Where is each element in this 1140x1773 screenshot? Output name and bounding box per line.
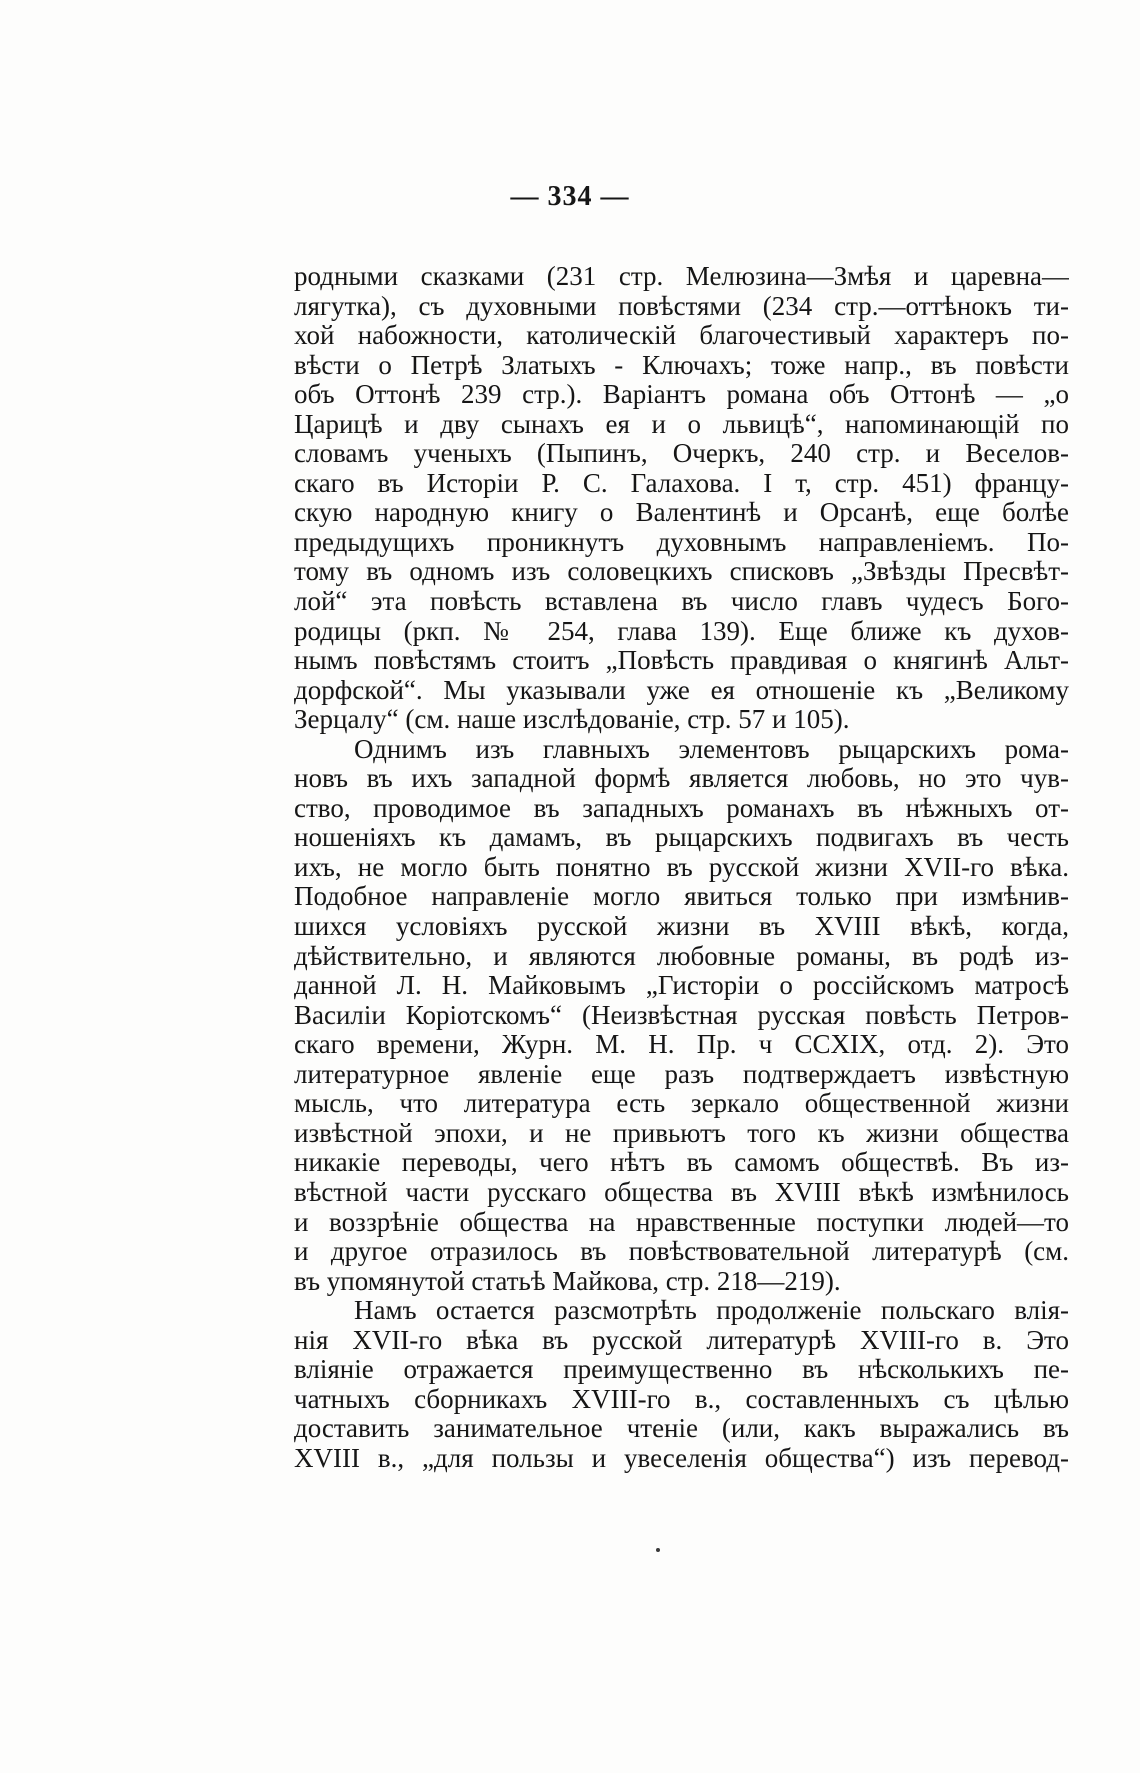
text-line: мысль, что литература есть зеркало общественной жизни: [294, 1089, 1069, 1119]
text-line: ихъ, не могло быть понятно въ русской жизни XVII-го вѣка.: [294, 852, 1069, 882]
text-line: словамъ ученыхъ (Пыпинъ, Очеркъ, 240 стр. и Веселов-: [294, 439, 1069, 469]
text-line: новъ въ ихъ западной формѣ является любовь, но это чув-: [294, 764, 1069, 794]
text-line: дорфской“. Мы указывали уже ея отношеніе къ „Великому: [294, 675, 1069, 705]
text-line: доставить занимательное чтеніе (или, какъ выражались въ: [294, 1414, 1069, 1444]
paragraph-2: [294, 735, 1069, 1296]
text-line: дѣйствительно, и являются любовные романы, въ родѣ из-: [294, 941, 1069, 971]
text-line: данной Л. Н. Майковымъ „Гисторіи о россійскомъ матросѣ: [294, 971, 1069, 1001]
body-text: [294, 262, 1069, 1473]
text-line: ство, проводимое въ западныхъ романахъ въ нѣжныхъ от-: [294, 793, 1069, 823]
text-line: предыдущихъ проникнутъ духовнымъ направленіемъ. По-: [294, 527, 1069, 557]
paragraph-3: [294, 1296, 1069, 1473]
text-line: нымъ повѣстямъ стоитъ „Повѣсть правдивая о княгинѣ Альт-: [294, 646, 1069, 676]
page-number: — 334 —: [510, 181, 630, 212]
text-line: вѣсти о Петрѣ Златыхъ - Ключахъ; тоже напр., въ повѣсти: [294, 350, 1069, 380]
text-line: и другое отразилось въ повѣствовательной литературѣ (см.: [294, 1237, 1069, 1267]
text-line: лягутка), съ духовными повѣстями (234 стр.—оттѣнокъ ти-: [294, 291, 1069, 321]
paragraph-1: [294, 262, 1069, 735]
text-line: родными сказками (231 стр. Мелюзина—Змѣя и царевна—: [294, 262, 1069, 291]
text-line: хой набожности, католическій благочестивый характеръ по-: [294, 321, 1069, 351]
text-line: XVIII в., „для пользы и увеселенія общества“) изъ перевод-: [294, 1443, 1069, 1473]
text-line: и воззрѣніе общества на нравственные поступки людей—то: [294, 1207, 1069, 1237]
text-line: Царицѣ и дву сынахъ ея и о львицѣ“, напоминающій по: [294, 409, 1069, 439]
text-line: Зерцалу“ (см. наше изслѣдованіе, стр. 57 и 105).: [294, 705, 850, 735]
text-line: Василіи Коріотскомъ“ (Неизвѣстная русская повѣсть Петров-: [294, 1000, 1069, 1030]
text-line: никакіе переводы, чего нѣтъ въ самомъ обществѣ. Въ из-: [294, 1148, 1069, 1178]
text-line: Однимъ изъ главныхъ элементовъ рыцарскихъ рома-: [354, 734, 1069, 764]
text-line: скаго времени, Журн. М. Н. Пр. ч CCXIX, отд. 2). Это: [294, 1030, 1069, 1060]
text-line: въ упомянутой статьѣ Майкова, стр. 218—219).: [294, 1266, 841, 1296]
text-line: Подобное направленіе могло явиться только при измѣнив-: [294, 882, 1069, 912]
text-line: лой“ эта повѣсть вставлена въ число главъ чудесъ Бого-: [294, 587, 1069, 617]
text-line: литературное явленіе еще разъ подтверждаетъ извѣстную: [294, 1059, 1069, 1089]
text-line: нія XVII-го вѣка въ русской литературѣ XVIII-го в. Это: [294, 1325, 1069, 1355]
text-line: скаго въ Исторіи Р. С. Галахова. I т, стр. 451) францу-: [294, 468, 1069, 498]
text-line: ношеніяхъ къ дамамъ, въ рыцарскихъ подвигахъ въ честь: [294, 823, 1069, 853]
text-line: шихся условіяхъ русской жизни въ XVIII вѣкѣ, когда,: [294, 912, 1069, 942]
text-line: вліяніе отражается преимущественно въ нѣсколькихъ пе-: [294, 1355, 1069, 1385]
text-line: извѣстной эпохи, и не привьютъ того къ жизни общества: [294, 1118, 1069, 1148]
text-line: Намъ остается разсмотрѣть продолженіе польскаго влія-: [354, 1296, 1069, 1326]
ink-speck: [656, 1548, 660, 1552]
text-line: объ Оттонѣ 239 стр.). Варіантъ романа объ Оттонѣ — „о: [294, 380, 1069, 410]
text-line: вѣстной части русскаго общества въ XVIII вѣкѣ измѣнилось: [294, 1177, 1069, 1207]
text-line: тому въ одномъ изъ соловецкихъ списковъ „Звѣзды Пресвѣт-: [294, 557, 1069, 587]
text-line: родицы (ркп. № 254, глава 139). Еще ближе къ духов-: [294, 616, 1069, 646]
text-line: скую народную книгу о Валентинѣ и Орсанѣ, еще болѣе: [294, 498, 1069, 528]
text-line: чатныхъ сборникахъ XVIII-го в., составленныхъ съ цѣлью: [294, 1384, 1069, 1414]
